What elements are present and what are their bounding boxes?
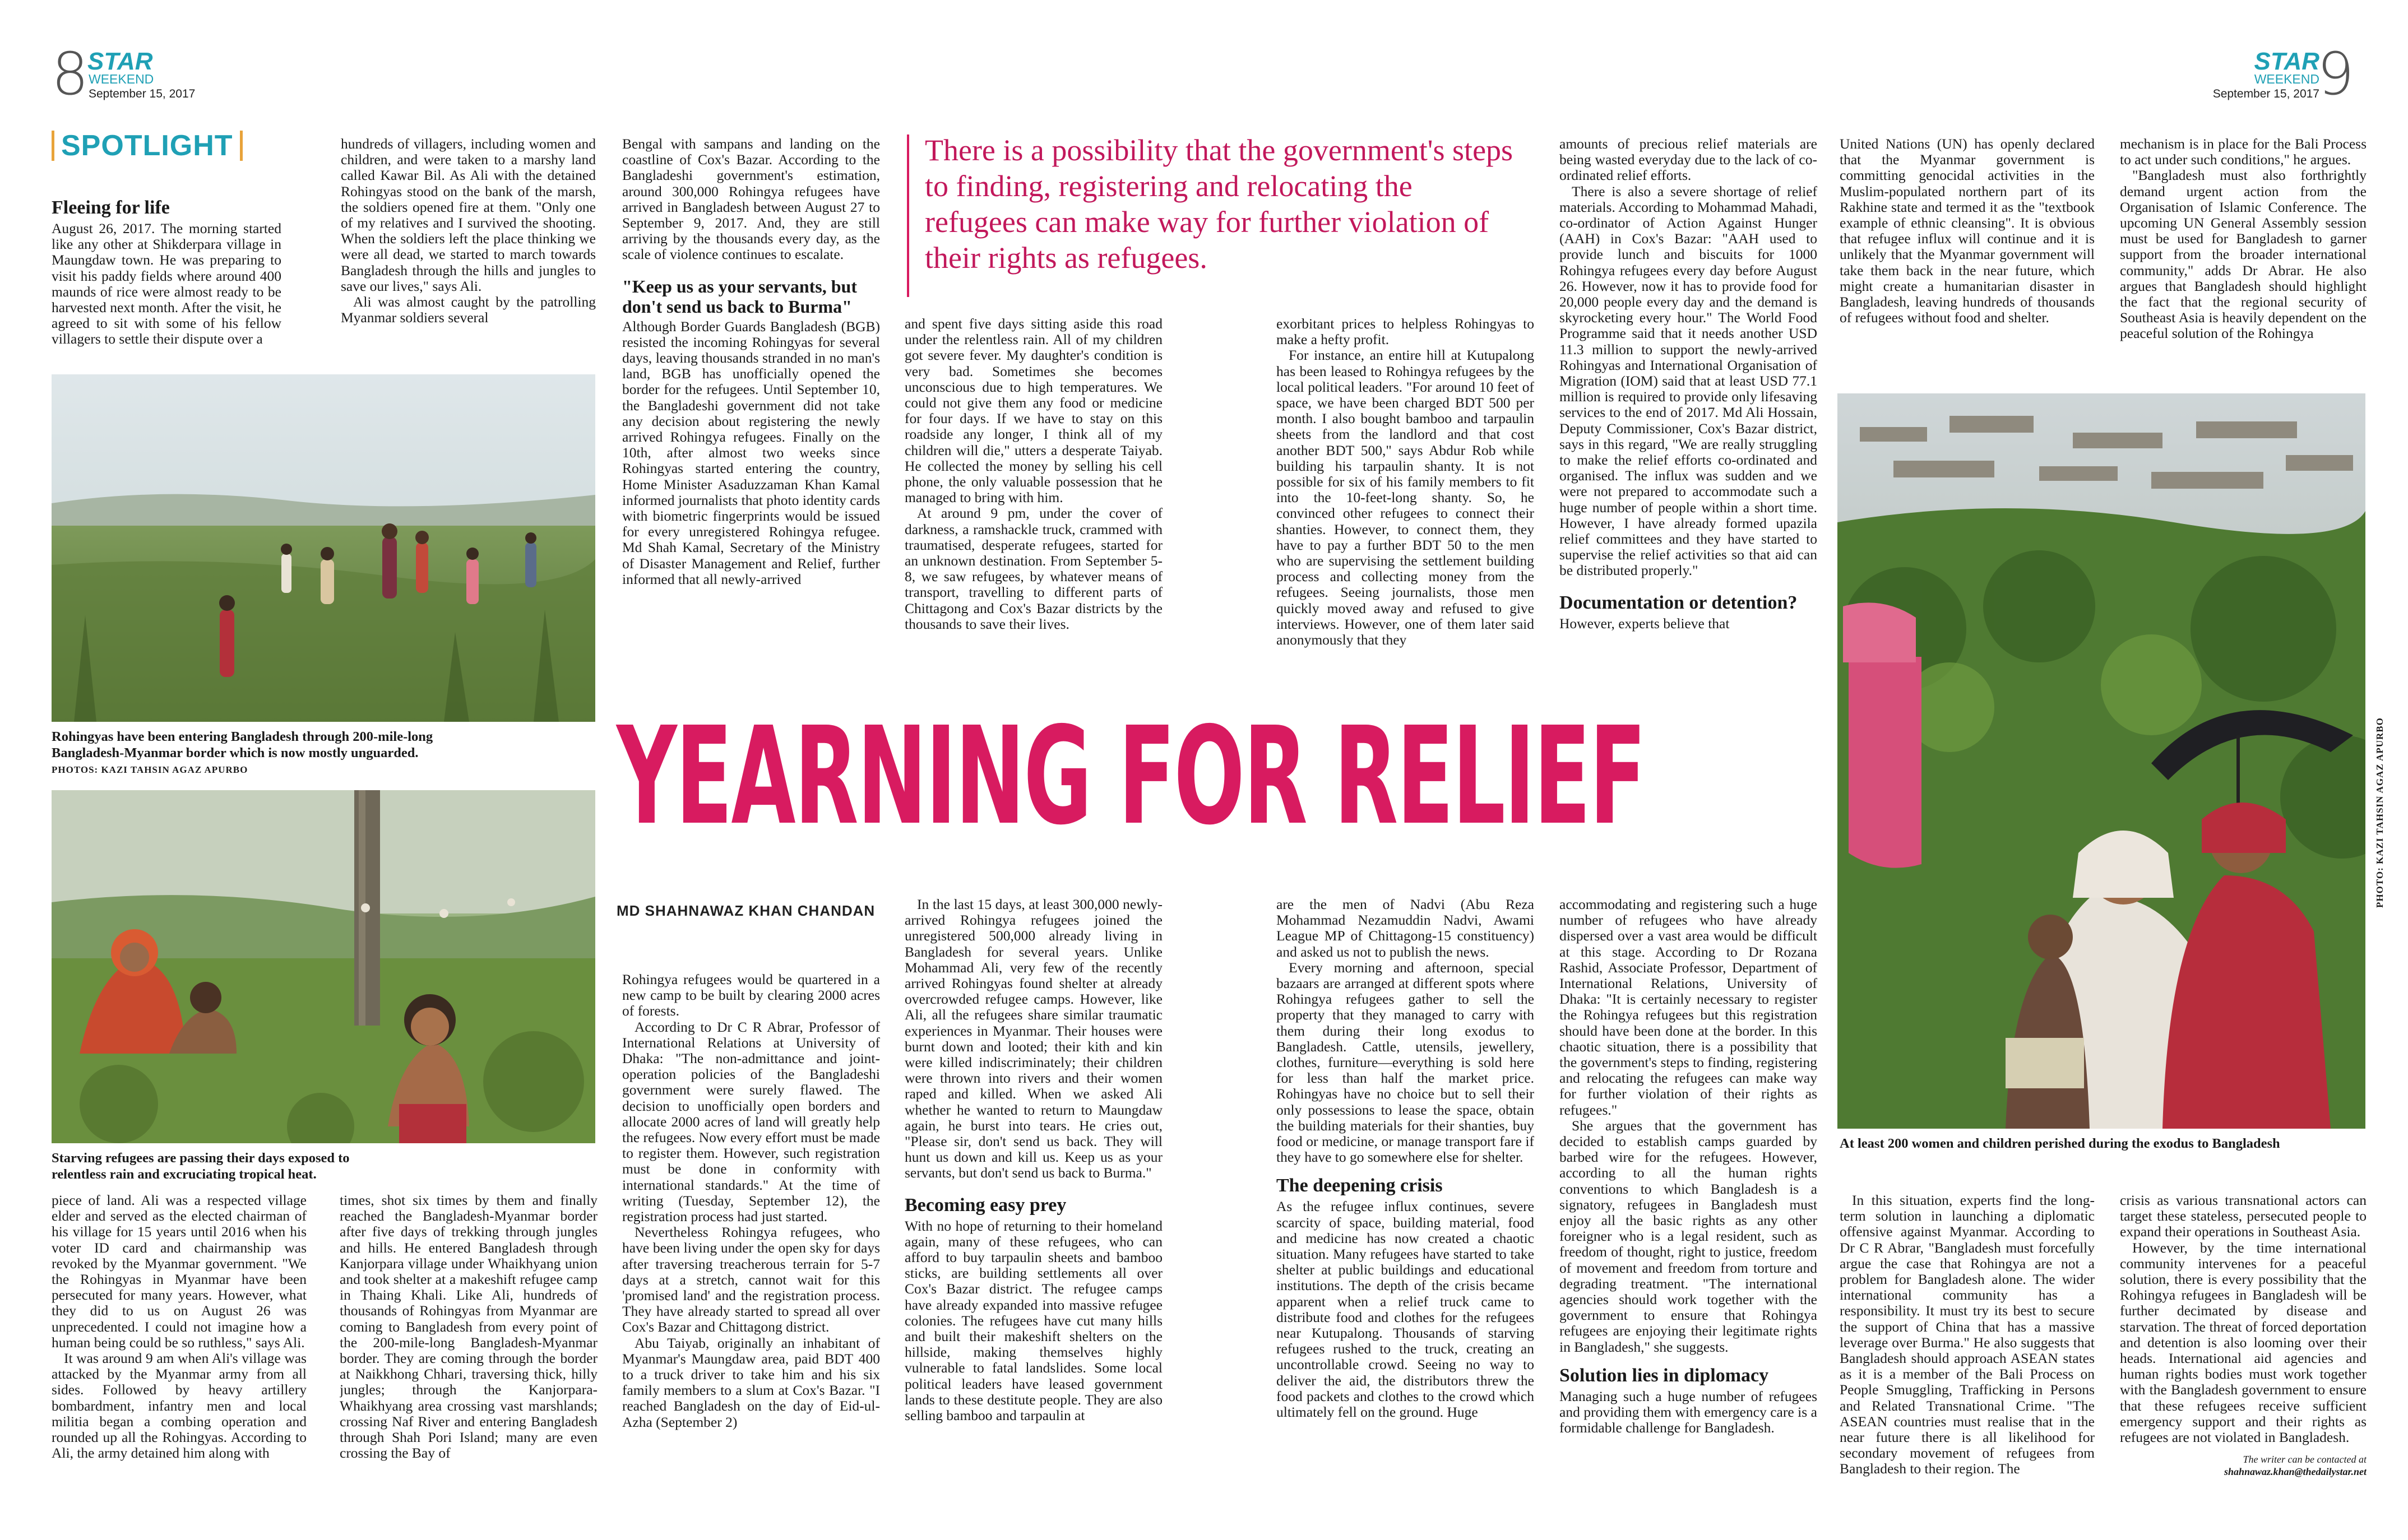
issue-date-left: September 15, 2017	[89, 87, 196, 100]
paragraph: Every morning and afternoon, special bazaars are arranged at different spots where Rohingya refugees gather to sell the property that they managed to carry with them during their long exodus to Bangladesh. Cattle, utensils, jewellery, clothes, furniture—everything is sold here for less than half the market price. Rohingyas have no choice but to sell their only possessions to lease the space, obtain the building materials for their shanties, buy food or medicine, or manage transport fare if they have to go somewhere else for shelter.	[1276, 959, 1534, 1166]
paragraph: "Bangladesh must also forthrightly demand urgent action from the Organisation of Islamic Conference. The upcoming UN General Assembly session must be used for Bangladesh to garner support from the broader international community," adds Dr Abrar. He also argues that Bangladesh should highlight the fact that the regional security of Southeast Asia is heavily dependent on the peaceful solution of the Rohingya	[2120, 167, 2367, 342]
paragraph: As the refugee influx continues, severe scarcity of space, building material, food and medicine has now created a chaotic situation. Many refugees have started to take shelter at public buildings and educational institutions. The depth of the crisis became apparent when a relief truck came to distribute food and clothes for the refugees near Kutupalong. Thousands of starving refugees rushed to the truck, creating an uncontrollable crowd. Seeing no way to deliver the aid, the distributors threw the food packets and clothes to the crowd which ultimately fell on the ground. Huge	[1276, 1198, 1534, 1421]
paragraph: Abu Taiyab, originally an inhabitant of Myanmar's Maungdaw area, paid BDT 400 to a truck driver to take him and his six family members to a slum at Cox's Bazar. "I reached Bangladesh on the day of Eid-ul-Azha (September 2)	[622, 1334, 880, 1430]
article-col-b5	[1276, 897, 1534, 1522]
photo1-credit: PHOTOS: KAZI TAHSIN AGAZ APURBO	[52, 764, 248, 775]
pull-quote-rule	[907, 134, 909, 297]
article-col-7	[1840, 136, 2095, 377]
article-col-5	[1276, 316, 1534, 686]
paragraph: mechanism is in place for the Bali Process to act under such conditions," he argues.	[2120, 136, 2367, 168]
paragraph: and spent five days sitting aside this road under the relentless rain. All of my children got severe fever. My daughter's condition is very bad. Sometimes she becomes unconscious due to high temperatures. We could not give them any food or medicine for four days. If we have to stay on this roadside any longer, I think all of my children will die," utters a desperate Taiyab. He collected the money by selling his cell phone, the only valuable possession that he managed to bring with him.	[905, 316, 1163, 506]
article-col-b7	[1840, 1193, 2095, 1523]
subhead-fleeing: Fleeing for life	[52, 197, 170, 218]
subhead-diplomacy: Solution lies in diplomacy	[1559, 1365, 1769, 1386]
paragraph: Bengal with sampans and landing on the coastline of Cox's Bazar. According to the Bangladeshi government's estimation, around 300,000 Rohingya refugees have arrived in Bangladesh between August 27 to September 9, 2017. And, they are still arriving by the thousands every day, as the scale of violence continues to escalate.	[622, 136, 880, 263]
article-col-3	[622, 136, 880, 730]
brand-sub-right: WEEKEND	[2254, 72, 2319, 86]
paragraph: accommodating and registering such a huge number of refugees who have already dispersed over a vast area would be difficult at this stage. According to Dr Rozana Rashid, Associate Professor, Department of International Relations, University of Dhaka: "It is certainly necessary to register the Rohingya refugees but this registration should have been done at the border. In this chaotic situation, there is a possibility that the government's steps to finding, registering and relocating the refugees can make way for further violation of their rights as refugees."	[1559, 897, 1817, 1118]
page-number-right: 9	[2317, 40, 2354, 108]
section-label-text: SPOTLIGHT	[61, 129, 233, 162]
article-col-b4	[905, 897, 1163, 1522]
paragraph: Managing such a huge number of refugees and providing them with emergency care is a formidable challenge for Bangladesh.	[1559, 1388, 1817, 1436]
section-label	[52, 128, 243, 164]
author-note: The writer can be contacted at	[2243, 1454, 2367, 1465]
paragraph: times, shot six times by them and finally reached the Bangladesh-Myanmar border after five days of trekking through jungles and hills. He entered Bangladesh through Kanjorpara village under Whaikhyang union and took shelter at a makeshift refugee camp in Thaing Khali. Like Ali, hundreds of thousands of Rohingyas from Myanmar are coming to Bangladesh from every point of the 200-mile-long Bangladesh-Myanmar border. They are coming through the border at Naikkhong Chhari, traversing thick, hilly jungles; through the Kanjorpara-Whaikhyang area crossing vast marshlands; crossing Naf River and entering Bangladesh through Shah Pori Island; many are even crossing the Bay of	[340, 1193, 598, 1462]
paragraph: In this situation, experts find the long-term solution in launching a diplomatic offensive against Myanmar. According to Dr C R Abrar, "Bangladesh must forcefully argue the case that Rohingya are not a problem for Bangladesh alone. The wider international community has a responsibility. It must try its best to secure the support of China that has a massive leverage over Burma." He also suggests that Bangladesh should approach ASEAN states as it is a member of the Bali Process on People Smuggling, Trafficking in Persons and Related Transnational Crime. "The ASEAN countries must realise that in the near future there is all likelihood for secondary movement of refugees from Bangladesh to their region. The	[1840, 1193, 2095, 1477]
paragraph: Ali was almost caught by the patrolling Myanmar soldiers several	[341, 294, 596, 326]
page-number-left: 8	[52, 40, 89, 108]
paragraph: There is also a severe shortage of relief materials. According to Mohammad Mahadi, co-ordinator of Action Against Hunger (AAH) in Cox's Bazar: "AAH used to provide lunch and biscuits for 1000 Rohingya refugees every day before August 26. However, now it has to provide food for 20,000 people every day and the demand is skyrocketing every hour." The World Food Programme said that it needs another USD 11.3 million to support the newly-arrived Rohingyas and International Organisation of Migration (IOM) said that at least USD 77.1 million is required to provide only lifesaving services to the end of 2017. Md Ali Hossain, Deputy Commissioner, Cox's Bazar district, says in this regard, "We are really struggling to make the relief efforts co-ordinated and organised. The influx was sudden and we were not prepared to accommodate such a huge number of people within a short time. However, I have already formed upazila relief committees and they have started to supervise the relief activities so that aid can be distributed properly."	[1559, 183, 1817, 579]
paragraph: Rohingya refugees would be quartered in a new camp to be built by clearing 2000 acres of forests.	[622, 972, 880, 1019]
photo3-caption: At least 200 women and children perished during the exodus to Bangladesh	[1840, 1136, 2280, 1151]
article-col-6	[1559, 136, 1817, 697]
issue-date-right: September 15, 2017	[2212, 87, 2319, 100]
article-col-b8	[2120, 1193, 2367, 1529]
paragraph: However, experts believe that	[1559, 615, 1730, 632]
paragraph: With no hope of returning to their homeland again, many of these refugees, who can afford to buy tarpaulin sheets and bamboo sticks, are building settlements all over Cox's Bazar district. The refugee camps have already expanded into massive refugee colonies. The refugees have cut many hills and built their makeshift shelters on the hillside, making themselves highly vulnerable to fatal landslides. Some local political leaders have leased government lands to these destitute people. They are also selling bamboo and tarpaulin at	[905, 1217, 1163, 1424]
subhead-keep-us: "Keep us as your servants, but don't send us back to Burma"	[622, 276, 857, 317]
paragraph: Although Border Guards Bangladesh (BGB) resisted the incoming Rohingyas for several days, leaving thousands stranded in no man's land, BGB has unofficially opened the border for the refugees. Until September 10, the Bangladeshi government did not take any decision about registering the newly arrived Rohingya refugees. Finally on the 10th, after almost two weeks since Rohingyas started entering the country, Home Minister Asaduzzaman Khan Kamal informed journalists that photo identity cards with biometric fingerprints would be issued for every unregistered Rohingya refugee. Md Shah Kamal, Secretary of the Ministry of Disaster Management and Relief, further informed that all newly-arrived	[622, 318, 880, 587]
article-col-b6	[1559, 897, 1817, 1522]
headline: YEARNING FOR RELIEF	[617, 698, 1645, 855]
paragraph: amounts of precious relief materials are being wasted everyday due to the lack of co-ordinated relief efforts.	[1559, 136, 1817, 184]
brand-logo-left: STAR	[87, 48, 153, 75]
paragraph: hundreds of villagers, including women and children, and were taken to a marshy land called Kawar Bil. As Ali with the detained Rohingyas stood on the bank of the marsh, the soldiers opened fire at them. "Only one of my relatives and I survived the shooting. When the soldiers left the place thinking we were all dead, we started to march towards Bangladesh through the hills and jungles to save our lives," says Ali.	[341, 136, 596, 294]
subhead-documentation: Documentation or detention?	[1559, 592, 1798, 613]
section-bar-right	[240, 131, 243, 161]
paragraph: exorbitant prices to helpless Rohingyas to make a hefty profit.	[1276, 316, 1534, 348]
paragraph: are the men of Nadvi (Abu Reza Mohammad Nezamuddin Nadvi, Awami League MP of Chittagong-15 constituency) and asked us not to publish the news.	[1276, 897, 1534, 960]
article-col-b2	[340, 1193, 598, 1518]
article-col-b3	[622, 972, 880, 1521]
byline: MD SHAHNAWAZ KHAN CHANDAN	[617, 902, 876, 919]
paragraph: In the last 15 days, at least 300,000 newly-arrived Rohingya refugees joined the unregistered 500,000 already living in Bangladesh for several years. Unlike Mohammad Ali, very few of the recently arrived Rohingyas found shelter at already overcrowded refugee camps. However, like Ali, all the refugees share similar traumatic experiences in Myanmar. Their houses were burnt down and looted; their kith and kin were killed indiscriminately; their children were thrown into rivers and their women raped and killed. When we asked Ali whether he wanted to return to Maungdaw again, he burst into tears. He cries out, "Please sir, don't send us back. They will hunt us down and kill us. Keep us as your servants, but don't send us back to Burma."	[905, 897, 1163, 1181]
paragraph: For instance, an entire hill at Kutupalong has been leased to Rohingya refugees by the local political leaders. "For around 10 feet of space, we have been charged BDT 500 per month. I also bought bamboo and tarpaulin sheets from the landlord and that cost another BDT 500," says Abdur Rob while building his tarpaulin shanty. It is not possible for six of his family members to fit into the 10-feet-long shanty. So, he convinced other refugees to connect their shanties. However, to connect them, they have to pay a further BDT 50 to the men who are supervising the settlement building process and collecting money from the refugees. Seeing journalists, those men quickly moved away and refused to give interviews. However, one of them later said anonymously that they	[1276, 347, 1534, 648]
brand-logo-right: STAR	[2254, 48, 2319, 75]
paragraph: She argues that the government has decided to establish camps guarded by barbed wire for the refugees. However, according to all the human rights conventions to which Bangladesh is a signatory, refugees in Bangladesh must enjoy all the basic rights as any other foreigner who is a legal resident, such as freedom of thought, right to justice, freedom of movement and freedom from torture and degrading treatment. "The international agencies should work together with the government to ensure that Rohingya refugees are enjoying their legitimate rights in Bangladesh," she suggests.	[1559, 1117, 1817, 1355]
article-col-4	[905, 316, 1163, 686]
article-col-1	[52, 197, 281, 371]
photo-starving-children	[52, 790, 595, 1143]
paragraph: United Nations (UN) has openly declared that the Myanmar government is committing genocidal activities in the Muslim-populated northern part of its Rakhine state and termed it as the "textbook example of ethnic cleansing". It is obvious that refugee influx will continue and it is unlikely that the Myanmar government will take them back in the near future, which might create a humanitarian disaster in Bangladesh, leaving hundreds of thousands of refugees without food and shelter.	[1840, 136, 2095, 326]
article-col-2	[341, 136, 596, 372]
photo3-credit: PHOTO: KAZI TAHSIN AGAZ APURBO	[2374, 717, 2385, 908]
pull-quote: There is a possibility that the government's steps to finding, registering and relocating the refugees can make way for further violation of their rights as refugees.	[925, 133, 1513, 275]
photo-women-umbrella	[1837, 393, 2365, 1129]
paragraph: However, by the time international community intervenes for a peaceful solution, there is every possibility that the Rohingya refugees in Bangladesh will be further decimated by disease and starvation. The threat of forced deportation and detention is also looming over their heads. International aid agencies and human rights bodies must work together with the Bangladesh government to ensure that these refugees receive sufficient emergency support and their rights as refugees are not violated in Bangladesh.	[2120, 1239, 2367, 1446]
photo2-caption: Starving refugees are passing their days exposed to relentless rain and excruciating tropical heat.	[52, 1151, 350, 1182]
article-col-8	[2120, 136, 2367, 377]
paragraph: crisis as various transnational actors can target these stateless, persecuted people to expand their operations in Southeast Asia.	[2120, 1193, 2367, 1240]
paragraph: At around 9 pm, under the cover of darkness, a ramshackle truck, crammed with traumatised, desperate refugees, started for an unknown destination. From September 5-8, we saw refugees, by whatever means of transport, travelling to different parts of Chittagong and Cox's Bazar districts by the thousands to save their lives.	[905, 505, 1163, 632]
subhead-easy-prey: Becoming easy prey	[905, 1194, 1067, 1216]
article-col-b1	[52, 1193, 307, 1518]
photo-refugees-walking	[52, 374, 595, 722]
photo1-caption: Rohingyas have been entering Bangladesh through 200-mile-long Bangladesh-Myanmar border which is now mostly unguarded.	[52, 729, 433, 760]
paragraph: piece of land. Ali was a respected village elder and served as the elected chairman of his village for 15 years until 2016 when his voter ID card and chairmanship was revoked by the Myanmar government. "We the Rohingyas in Myanmar have been persecuted for many years. However, what they did to us on August 26 was unprecedented. I could not imagine how a human being could be so ruthless," says Ali.	[52, 1193, 307, 1351]
masthead-left	[52, 40, 276, 110]
paragraph: August 26, 2017. The morning started like any other at Shikderpara village in Maungdaw town. He was preparing to visit his paddy fields where around 400 maunds of rice were almost ready to be harvested next month. After the visit, he agreed to sit with some of his fellow villagers to settle their dispute over a	[52, 220, 281, 347]
paragraph: Nevertheless Rohingya refugees, who have been living under the open sky for days after traversing treacherous terrain for 5-7 days at a stretch, cannot wait for this 'promised land' and the registration process. They have already started to spread all over Cox's Bazar and Chittagong district.	[622, 1224, 880, 1335]
masthead-right	[2186, 40, 2354, 110]
brand-sub-left: WEEKEND	[89, 72, 154, 86]
section-bar-left	[52, 131, 54, 161]
paragraph: According to Dr C R Abrar, Professor of International Relations at University of Dhaka: "The non-admittance and joint-operation policies of the Bangladeshi government were surely flawed. The decision to unofficially open borders and allocate 2000 acres of land will greatly help the refugees. Now every effort must be made to register them. However, such registration must be done in conformity with international standards." At the time of writing (Tuesday, September 12), the registration process had just started.	[622, 1018, 880, 1225]
author-email: shahnawaz.khan@thedailystar.net	[2224, 1466, 2367, 1478]
paragraph: It was around 9 am when Ali's village was attacked by the Myanmar army from all sides. Followed by heavy artillery bombardment, infantry men and local militia began a combing operation and rounded up all the Rohingyas. According to Ali, the army detained him along with	[52, 1350, 307, 1462]
subhead-deepening-crisis: The deepening crisis	[1276, 1175, 1443, 1196]
